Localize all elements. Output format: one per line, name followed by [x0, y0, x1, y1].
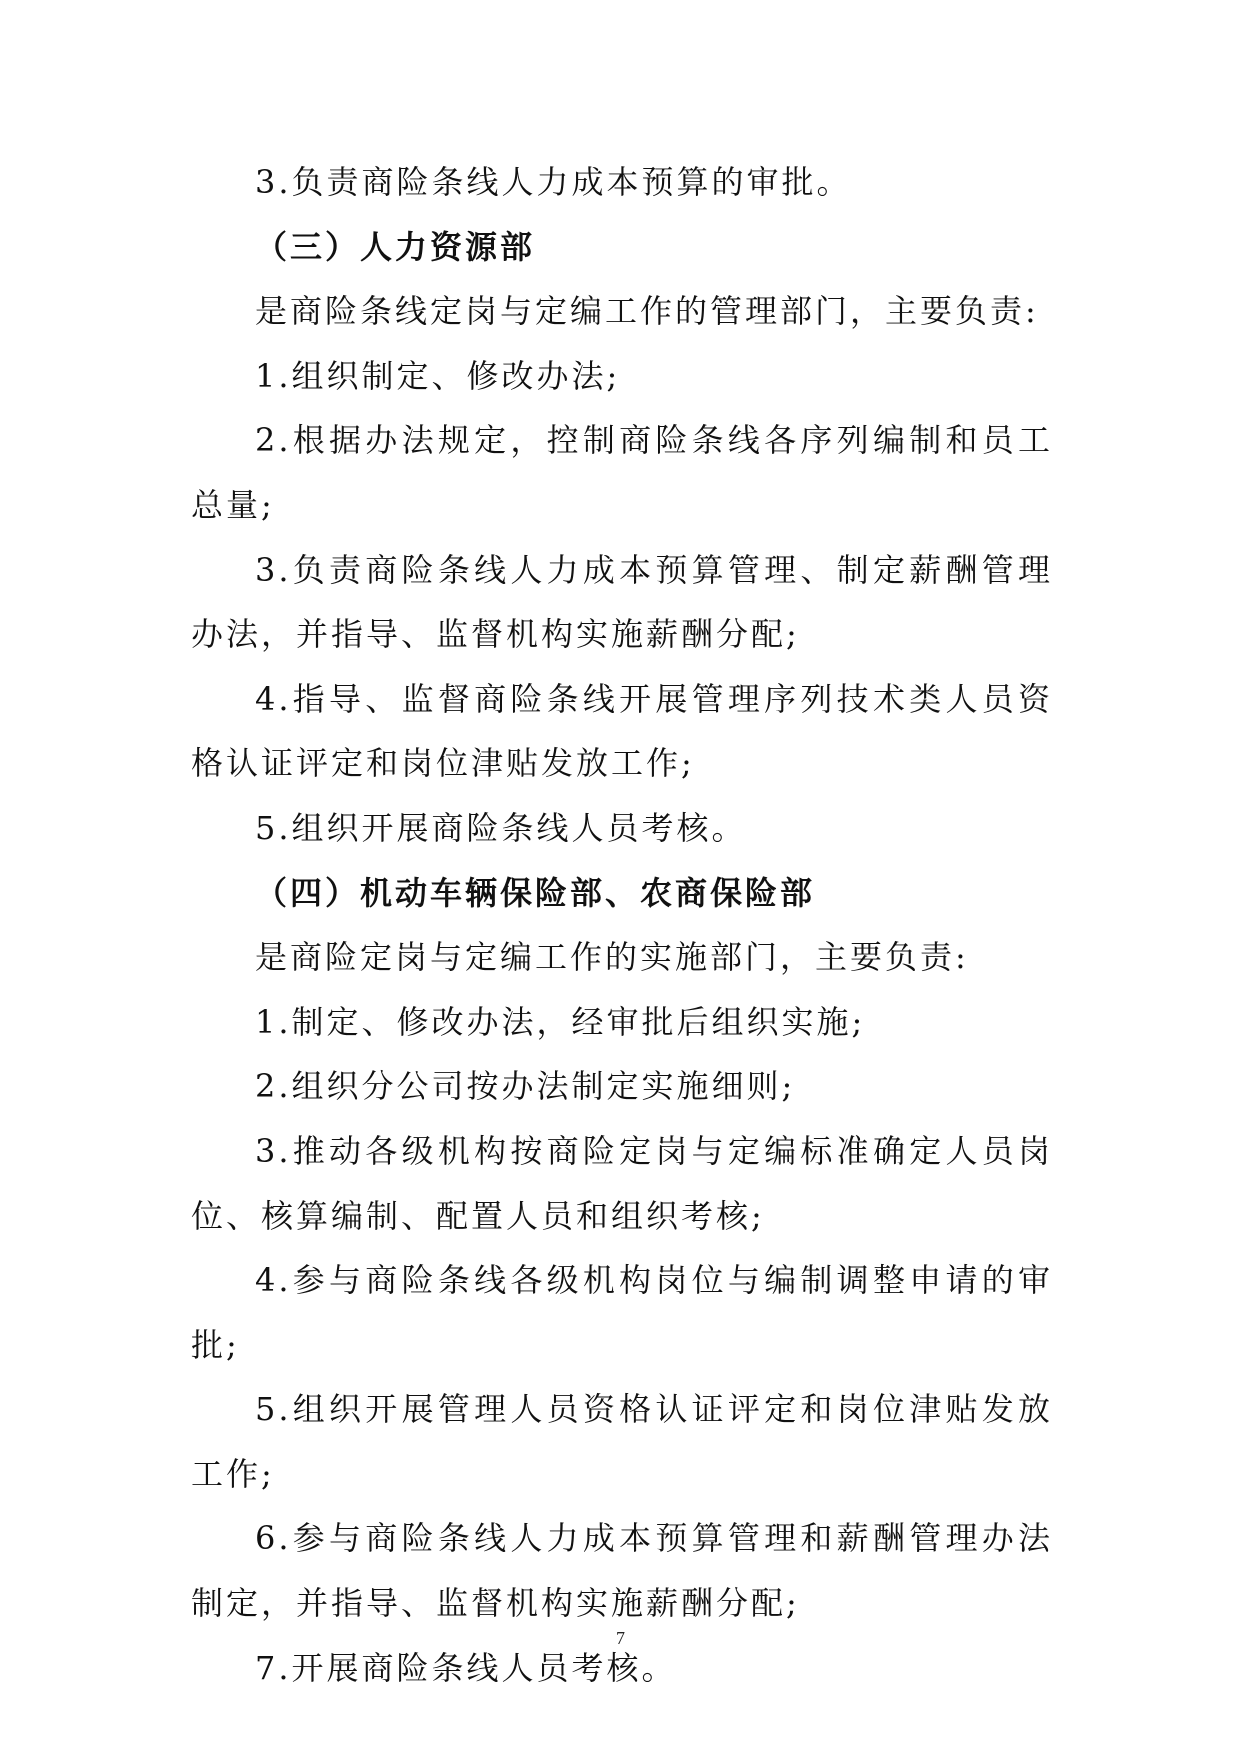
list-item: 6.参与商险条线人力成本预算管理和薪酬管理办法制定，并指导、监督机构实施薪酬分配; [191, 1519, 1053, 1623]
section-heading: （三）人力资源部 [255, 227, 536, 266]
list-item: 3.推动各级机构按商险定岗与定编标准确定人员岗位、核算编制、配置人员和组织考核; [191, 1131, 1053, 1235]
list-item: 2.根据办法规定，控制商险条线各序列编制和员工总量; [191, 421, 1053, 524]
list-item: 5.组织开展管理人员资格认证评定和岗位津贴发放工作; [191, 1390, 1053, 1493]
list-item: 4.指导、监督商险条线开展管理序列技术类人员资格认证评定和岗位津贴发放工作; [191, 679, 1053, 783]
paragraph: 3.负责商险条线人力成本预算的审批。 [255, 163, 852, 201]
document-body [191, 150, 1053, 1700]
list-item: 5.组织开展商险条线人员考核。 [255, 808, 747, 847]
list-item: 3.负责商险条线人力成本预算管理、制定薪酬管理办法，并指导、监督机构实施薪酬分配; [191, 550, 1053, 654]
list-item: 1.制定、修改办法，经审批后组织实施; [255, 1002, 866, 1041]
list-item: 7.开展商险条线人员考核。 [255, 1648, 677, 1687]
section-heading: （四）机动车辆保险部、农商保险部 [255, 873, 816, 912]
list-item: 4.参与商险条线各级机构岗位与编制调整申请的审批; [191, 1261, 1053, 1364]
list-item: 2.组织分公司按办法制定实施细则; [255, 1067, 796, 1106]
list-item: 1.组织制定、修改办法; [255, 356, 621, 395]
page-number: 7 [616, 1628, 625, 1648]
paragraph: 是商险条线定岗与定编工作的管理部门，主要负责: [255, 292, 1039, 331]
paragraph: 是商险定岗与定编工作的实施部门，主要负责: [255, 938, 969, 977]
